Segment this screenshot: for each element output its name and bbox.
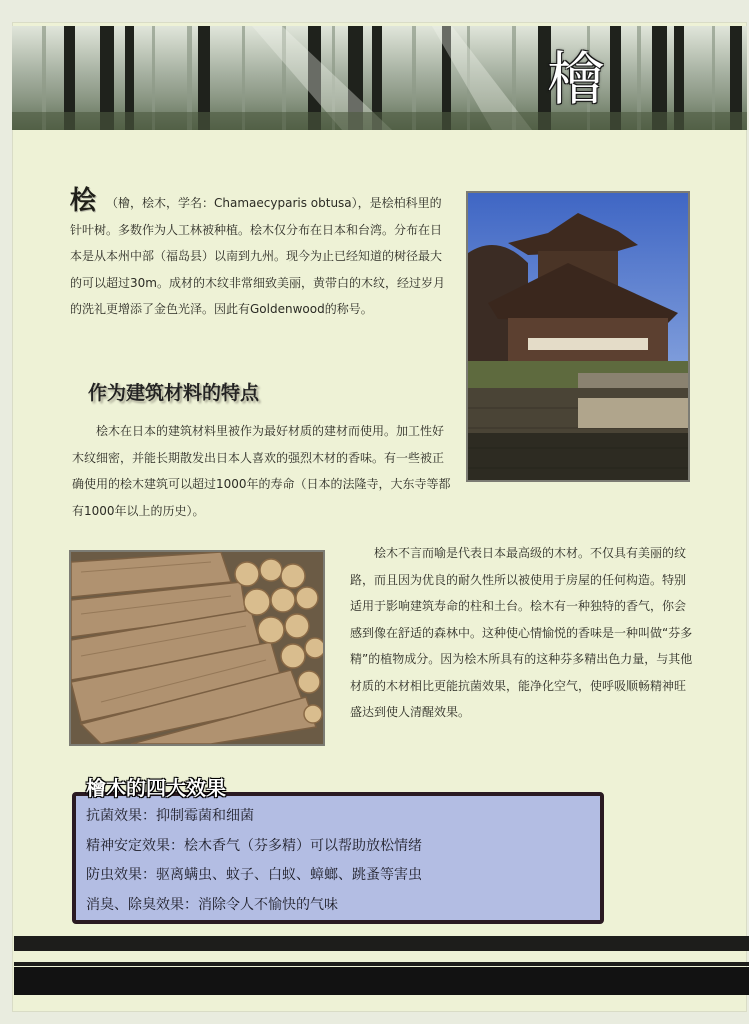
intro-heading: 桧 (70, 186, 97, 216)
effect-item-antibacterial: 抗菌效果：抑制霉菌和细菌 (86, 808, 254, 824)
bottom-stripe-top (14, 936, 749, 951)
effect-item-deodorizing: 消臭、除臭效果：消除令人不愉快的气味 (86, 896, 338, 913)
quality-paragraph: 桧木不言而喻是代表日本最高级的木材。不仅具有美丽的纹路，而且因为优良的耐久性所以被使用于房屋的任何构造。特别适用于影响建筑寿命的柱和土台。桧木有一种独特的香气，你会感到像在舒适的森林中。这种使心情愉悦的香味是一种叫做“芬多精”的植物成分。因为桧木所具有的这种芬多精出色力量，与其他材质的木材相比更能抗菌效果，能净化空气，使呼吸顺畅精神旺盛达到使人清醒效果。 (350, 546, 693, 719)
effect-item-calming: 精神安定效果：桧木香气（芬多精）可以帮助放松情绪 (86, 837, 422, 854)
building-paragraph: 桧木在日本的建筑材料里被作为最好材质的建材而使用。加工性好木纹细密，并能长期散发出日本人喜欢的强烈木材的香味。有一些被正确使用的桧木建筑可以超过1000年的寿命（日本的法隆寺，大东寺等都有1000年以上的历史）。 (72, 424, 451, 518)
effect-item-insect-repellent: 防虫效果：驱离螨虫、蚊子、白蚁、蟑螂、跳蚤等害虫 (86, 867, 422, 883)
forest-illustration (12, 26, 747, 130)
temple-illustration (468, 193, 688, 480)
effects-title: 檜木的四大效果 (86, 776, 226, 800)
intro-text: （檜，桧木，学名：Chamaecyparis obtusa），是桧柏科里的针叶树。多数作为人工林被种植。桧木仅分布在日本和台湾。分布在日本是从本州中部（福岛县）以南到九州。现今为止已经知道的树径最大的可以超过30m。成材的木纹非常细致美丽，黄带白的木纹，经过岁月的洗礼更增添了金色光泽。因此有Goldenwood的称号。 (70, 196, 445, 316)
effects-box (72, 792, 604, 924)
intro-paragraph (70, 188, 450, 323)
temple-photo (466, 191, 690, 482)
forest-banner (12, 26, 747, 130)
logs-illustration (71, 552, 323, 744)
brochure-page (12, 22, 747, 1012)
building-section-title: 作为建筑材料的特点 (88, 382, 260, 404)
bottom-stripe-thin (14, 962, 749, 966)
banner-title: 檜 (546, 45, 607, 113)
logs-photo (69, 550, 325, 746)
bottom-stripe-bottom (14, 967, 749, 995)
